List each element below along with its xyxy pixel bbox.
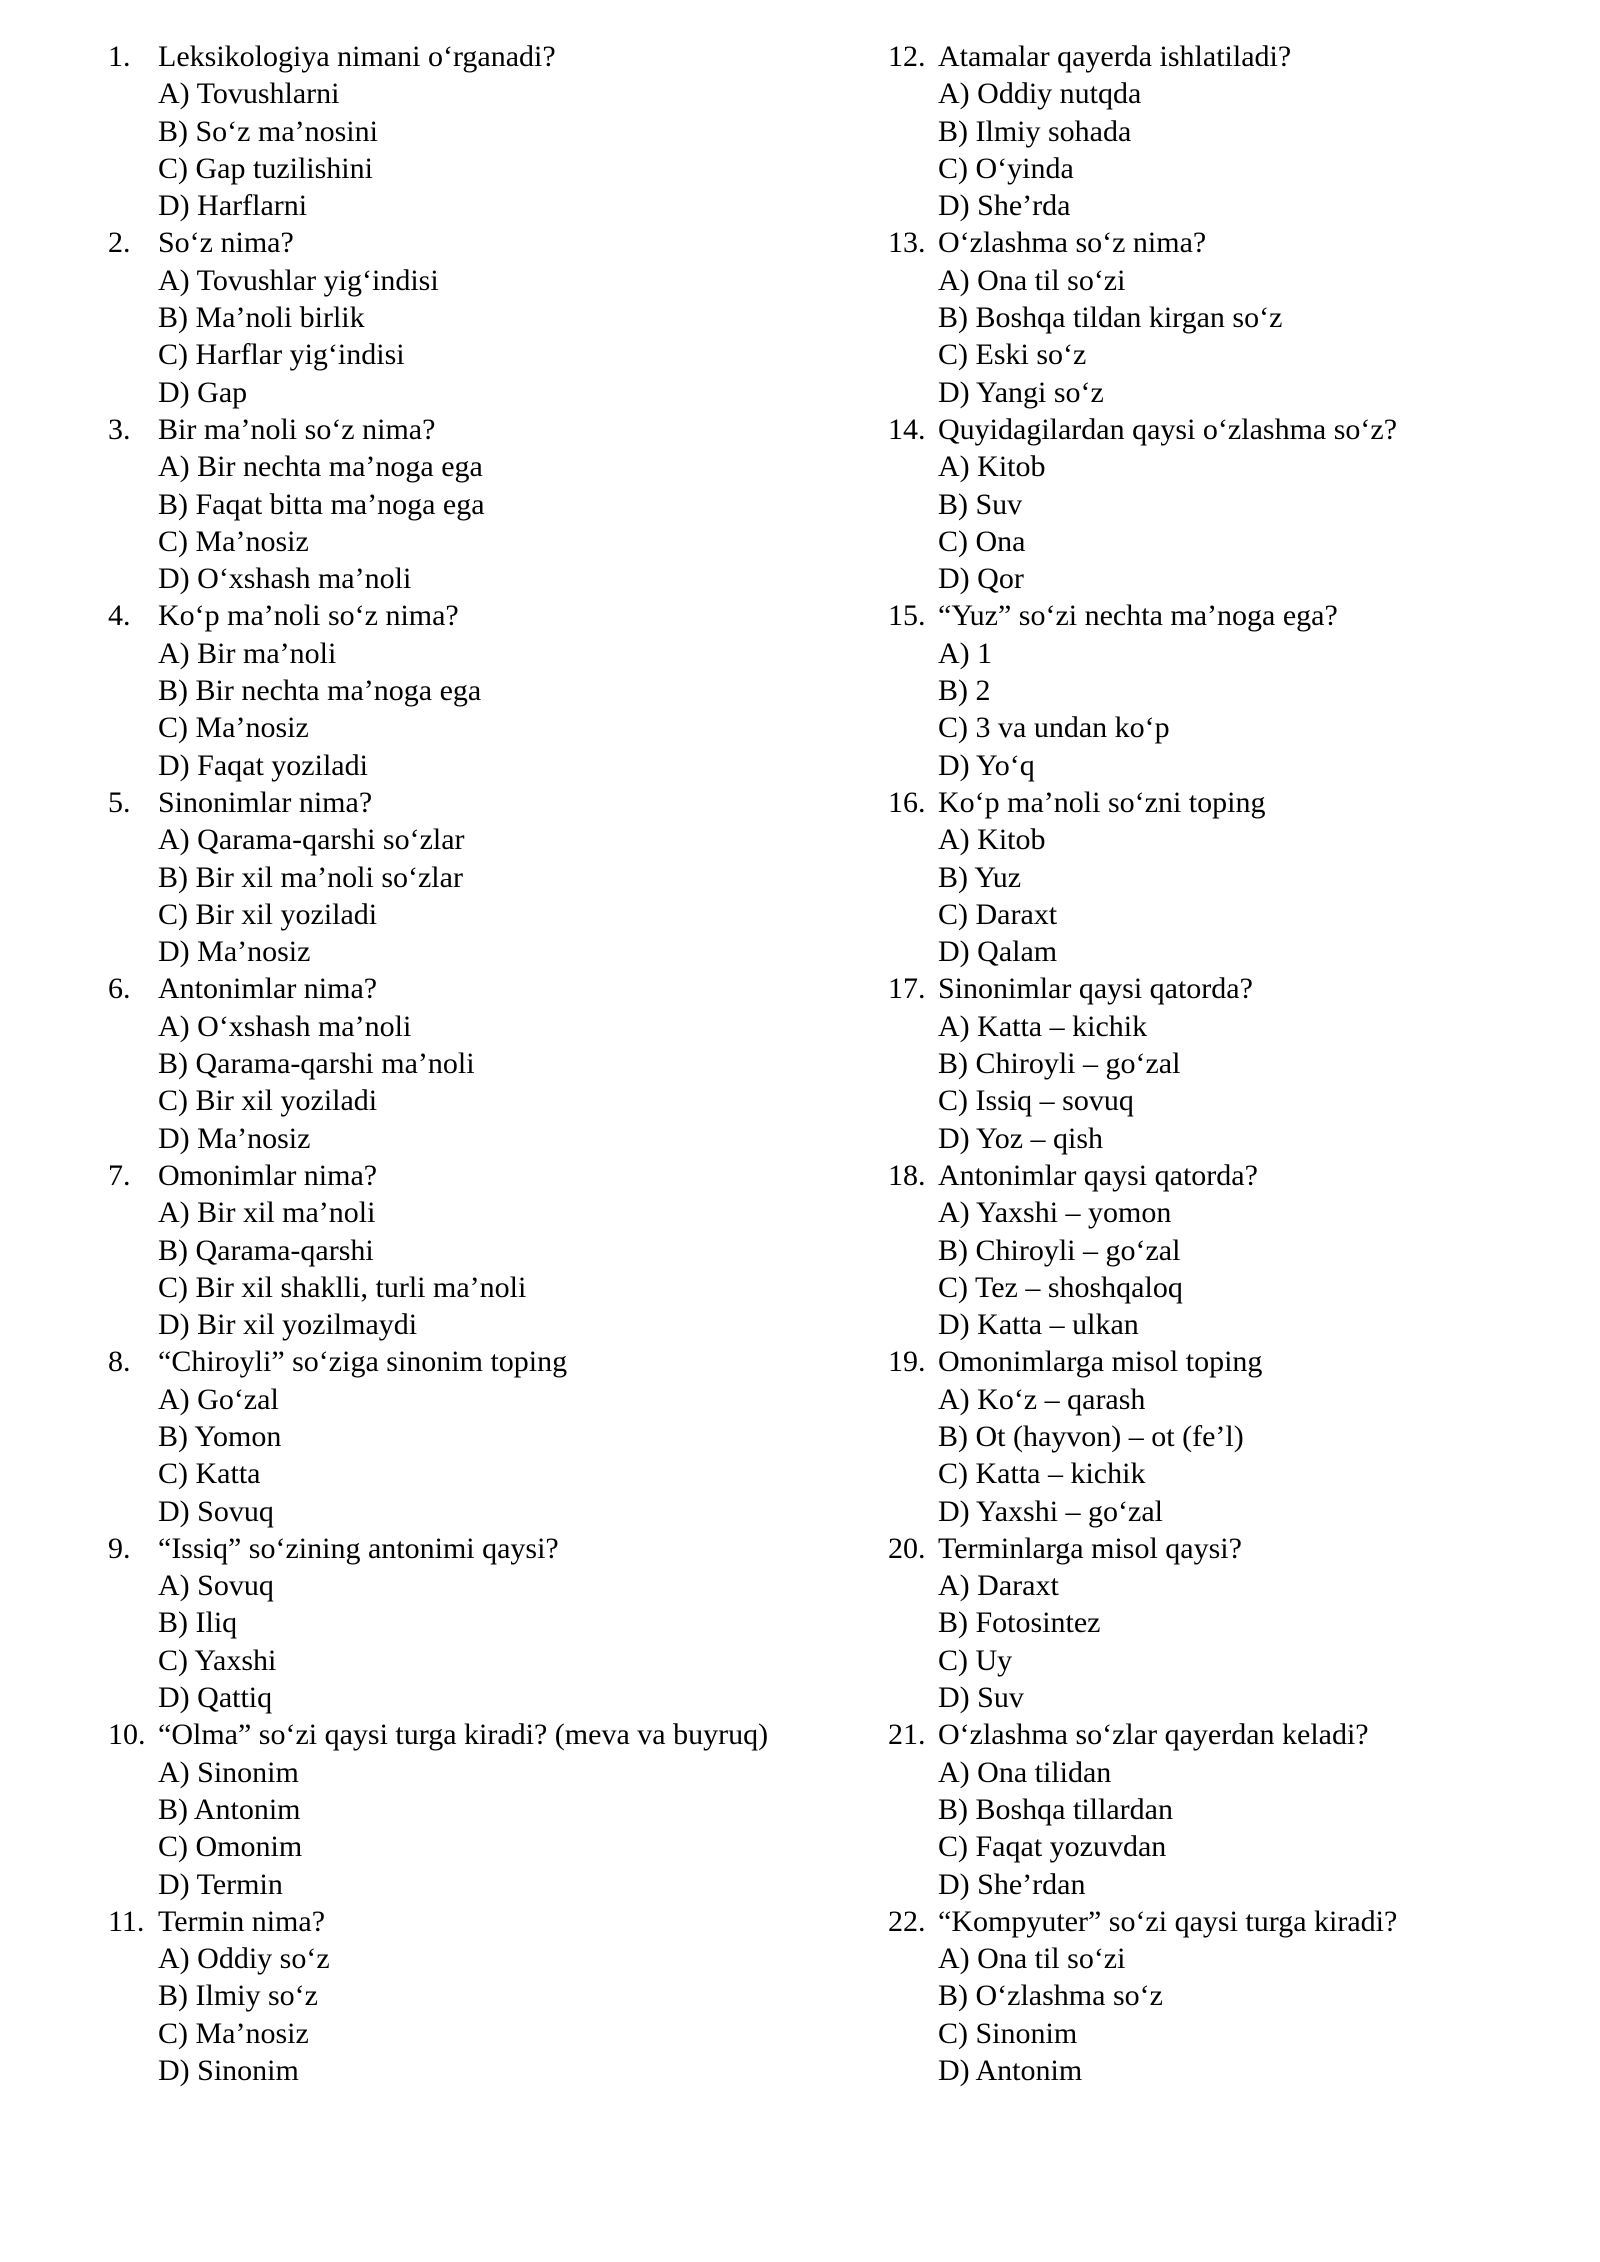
left-question-column	[108, 38, 828, 2089]
question-number: 5.	[108, 785, 131, 819]
answer-option: C) Harflar yig‘indisi	[158, 338, 405, 372]
answer-options	[888, 1754, 1588, 1903]
answer-option: B) Chiroyli – go‘zal	[938, 1047, 1181, 1081]
question-item	[888, 224, 1588, 410]
question-line	[888, 597, 1588, 634]
question-item	[108, 1716, 828, 1902]
answer-options	[108, 1008, 828, 1157]
question-item	[888, 1530, 1588, 1716]
answer-option: B) Yomon	[158, 1419, 282, 1453]
answer-option: C) Katta	[158, 1457, 261, 1491]
answer-option: D) Yo‘q	[938, 748, 1035, 782]
question-text: So‘z nima?	[158, 226, 294, 260]
answer-option: A) Tovushlarni	[158, 77, 340, 111]
question-text: “Yuz” so‘zi nechta ma’noga ega?	[938, 599, 1338, 633]
question-number: 9.	[108, 1531, 131, 1565]
question-line	[888, 1530, 1588, 1567]
answer-options	[108, 1567, 828, 1716]
question-text: Omonimlarga misol toping	[938, 1345, 1263, 1379]
question-number: 7.	[108, 1158, 131, 1192]
question-line	[108, 1530, 828, 1567]
question-text: Bir ma’noli so‘z nima?	[158, 412, 436, 446]
question-line	[888, 784, 1588, 821]
answer-option: C) 3 va undan ko‘p	[938, 711, 1170, 745]
question-item	[888, 1343, 1588, 1529]
answer-option: B) Qarama-qarshi ma’noli	[158, 1047, 475, 1081]
answer-option: D) Gap	[158, 375, 248, 409]
answer-option: D) Yoz – qish	[938, 1121, 1104, 1155]
answer-option: C) Ma’nosiz	[158, 711, 309, 745]
answer-option: A) Katta – kichik	[938, 1009, 1148, 1043]
question-item	[108, 1343, 828, 1529]
question-line	[108, 1157, 828, 1194]
answer-options	[108, 1940, 828, 2089]
answer-option: D) Harflarni	[158, 189, 308, 223]
question-line	[888, 970, 1588, 1007]
question-number: 14.	[888, 412, 926, 446]
question-number: 18.	[888, 1158, 926, 1192]
question-line	[888, 1716, 1588, 1753]
question-line	[108, 784, 828, 821]
answer-option: A) 1	[938, 636, 993, 670]
answer-option: B) Antonim	[158, 1792, 301, 1826]
question-item	[108, 1903, 828, 2089]
question-line	[888, 1343, 1588, 1380]
answer-options	[888, 1940, 1588, 2089]
answer-options	[888, 821, 1588, 970]
question-line	[108, 224, 828, 261]
answer-option: D) O‘xshash ma’noli	[158, 562, 412, 596]
answer-option: A) Ko‘z – qarash	[938, 1382, 1146, 1416]
answer-option: A) O‘xshash ma’noli	[158, 1009, 412, 1043]
answer-option: C) Eski so‘z	[938, 338, 1087, 372]
question-number: 6.	[108, 972, 131, 1006]
question-text: Terminlarga misol qaysi?	[938, 1531, 1242, 1565]
answer-options	[888, 262, 1588, 411]
question-item	[108, 784, 828, 970]
answer-option: C) Ona	[938, 524, 1026, 558]
question-text: O‘zlashma so‘zlar qayerdan keladi?	[938, 1718, 1369, 1752]
answer-option: B) Bir xil ma’noli so‘zlar	[158, 860, 463, 894]
answer-option: B) So‘z ma’nosini	[158, 114, 378, 148]
answer-option: A) Ona til so‘zi	[938, 1942, 1126, 1976]
answer-option: A) Kitob	[938, 450, 1046, 484]
question-text: Sinonimlar qaysi qatorda?	[938, 972, 1253, 1006]
answer-option: A) Sinonim	[158, 1755, 299, 1789]
answer-option: A) Tovushlar yig‘indisi	[158, 263, 439, 297]
question-text: “Chiroyli” so‘ziga sinonim toping	[158, 1345, 568, 1379]
answer-option: B) Qarama-qarshi	[158, 1233, 374, 1267]
answer-options	[888, 1567, 1588, 1716]
answer-option: C) Ma’nosiz	[158, 524, 309, 558]
answer-option: D) Termin	[158, 1867, 283, 1901]
question-line	[888, 224, 1588, 261]
answer-option: C) Bir xil shaklli, turli ma’noli	[158, 1270, 527, 1304]
question-line	[108, 411, 828, 448]
answer-options	[108, 635, 828, 784]
question-text: Quyidagilardan qaysi o‘zlashma so‘z?	[938, 412, 1398, 446]
answer-option: A) Kitob	[938, 823, 1046, 857]
answer-option: B) Boshqa tillardan	[938, 1792, 1173, 1826]
question-line	[108, 970, 828, 1007]
answer-option: B) Boshqa tildan kirgan so‘z	[938, 301, 1283, 335]
question-line	[888, 38, 1588, 75]
answer-option: B) Iliq	[158, 1606, 238, 1640]
question-number: 20.	[888, 1531, 926, 1565]
answer-option: C) Bir xil yoziladi	[158, 1084, 378, 1118]
answer-option: D) Faqat yoziladi	[158, 748, 368, 782]
question-number: 1.	[108, 40, 131, 73]
answer-option: A) Yaxshi – yomon	[938, 1196, 1172, 1230]
answer-option: B) Ot (hayvon) – ot (fe’l)	[938, 1419, 1244, 1453]
answer-option: D) Sovuq	[158, 1494, 274, 1528]
answer-option: A) Ona til so‘zi	[938, 263, 1126, 297]
answer-option: C) Katta – kichik	[938, 1457, 1146, 1491]
question-text: Termin nima?	[158, 1904, 326, 1938]
answer-options	[108, 75, 828, 224]
answer-options	[108, 1381, 828, 1530]
answer-option: B) Ma’noli birlik	[158, 301, 365, 335]
answer-option: C) Uy	[938, 1643, 1013, 1677]
answer-option: D) Ma’nosiz	[158, 935, 311, 969]
question-text: O‘zlashma so‘z nima?	[938, 226, 1207, 260]
answer-option: A) Daraxt	[938, 1569, 1059, 1603]
answer-options	[108, 262, 828, 411]
answer-option: B) Chiroyli – go‘zal	[938, 1233, 1181, 1267]
question-line	[888, 1903, 1588, 1940]
question-number: 19.	[888, 1345, 926, 1379]
answer-option: C) O‘yinda	[938, 151, 1074, 185]
question-number: 12.	[888, 40, 926, 73]
question-text: Antonimlar nima?	[158, 972, 378, 1006]
answer-option: D) Ma’nosiz	[158, 1121, 311, 1155]
answer-option: C) Tez – shoshqaloq	[938, 1270, 1183, 1304]
question-line	[108, 1716, 828, 1753]
answer-option: A) Ona tilidan	[938, 1755, 1112, 1789]
answer-option: A) Sovuq	[158, 1569, 274, 1603]
question-number: 11.	[108, 1904, 145, 1938]
question-number: 13.	[888, 226, 926, 260]
answer-option: C) Yaxshi	[158, 1643, 277, 1677]
answer-option: D) Bir xil yozilmaydi	[158, 1308, 418, 1342]
answer-option: B) Faqat bitta ma’noga ega	[158, 487, 485, 521]
question-item	[108, 411, 828, 597]
answer-option: B) Suv	[938, 487, 1023, 521]
question-text: Ko‘p ma’noli so‘zni toping	[938, 785, 1266, 819]
answer-options	[108, 1754, 828, 1903]
answer-option: C) Ma’nosiz	[158, 2016, 309, 2050]
question-item	[888, 784, 1588, 970]
question-text: Leksikologiya nimani o‘rganadi?	[158, 40, 556, 73]
answer-option: D) Yangi so‘z	[938, 375, 1104, 409]
answer-options	[888, 1381, 1588, 1530]
answer-option: C) Faqat yozuvdan	[938, 1830, 1167, 1864]
answer-option: D) Qattiq	[158, 1681, 273, 1715]
question-number: 8.	[108, 1345, 131, 1379]
answer-options	[888, 1008, 1588, 1157]
question-text: Omonimlar nima?	[158, 1158, 378, 1192]
question-line	[108, 1343, 828, 1380]
answer-option: B) Bir nechta ma’noga ega	[158, 674, 482, 708]
question-text: Ko‘p ma’noli so‘z nima?	[158, 599, 459, 633]
answer-option: D) Yaxshi – go‘zal	[938, 1494, 1163, 1528]
question-number: 4.	[108, 599, 131, 633]
question-item	[108, 38, 828, 224]
answer-option: A) Oddiy so‘z	[158, 1942, 330, 1976]
question-item	[888, 411, 1588, 597]
answer-option: C) Sinonim	[938, 2016, 1078, 2050]
question-item	[108, 970, 828, 1156]
answer-option: A) Qarama-qarshi so‘zlar	[158, 823, 465, 857]
answer-option: D) Qor	[938, 562, 1024, 596]
question-number: 15.	[888, 599, 926, 633]
question-line	[108, 38, 828, 75]
answer-options	[888, 448, 1588, 597]
answer-option: C) Bir xil yoziladi	[158, 897, 378, 931]
question-text: Atamalar qayerda ishlatiladi?	[938, 40, 1292, 73]
answer-option: B) 2	[938, 674, 991, 708]
question-number: 16.	[888, 785, 926, 819]
question-line	[108, 597, 828, 634]
question-item	[888, 597, 1588, 783]
question-line	[108, 1903, 828, 1940]
answer-options	[108, 1194, 828, 1343]
answer-option: D) Sinonim	[158, 2054, 299, 2088]
question-item	[108, 224, 828, 410]
question-text: “Olma” so‘zi qaysi turga kiradi? (meva va buyruq)	[158, 1718, 769, 1752]
question-item	[108, 597, 828, 783]
right-question-column	[888, 38, 1588, 2089]
question-number: 22.	[888, 1904, 926, 1938]
question-item	[888, 1716, 1588, 1902]
question-number: 3.	[108, 412, 131, 446]
answer-option: A) Bir nechta ma’noga ega	[158, 450, 483, 484]
question-item	[888, 1903, 1588, 2089]
answer-option: D) She’rda	[938, 189, 1071, 223]
answer-option: C) Issiq – sovuq	[938, 1084, 1134, 1118]
question-text: Sinonimlar nima?	[158, 785, 373, 819]
question-line	[888, 1157, 1588, 1194]
answer-options	[108, 821, 828, 970]
question-number: 17.	[888, 972, 926, 1006]
answer-option: A) Bir xil ma’noli	[158, 1196, 376, 1230]
answer-option: D) Katta – ulkan	[938, 1308, 1139, 1342]
answer-option: C) Gap tuzilishini	[158, 151, 373, 185]
answer-option: B) Ilmiy sohada	[938, 114, 1132, 148]
answer-option: D) Antonim	[938, 2054, 1083, 2088]
question-text: “Issiq” so‘zining antonimi qaysi?	[158, 1531, 559, 1565]
answer-option: B) Yuz	[938, 860, 1022, 894]
question-text: Antonimlar qaysi qatorda?	[938, 1158, 1258, 1192]
question-line	[888, 411, 1588, 448]
question-item	[108, 1530, 828, 1716]
answer-option: A) Oddiy nutqda	[938, 77, 1142, 111]
question-item	[108, 1157, 828, 1343]
question-item	[888, 1157, 1588, 1343]
answer-option: D) She’rdan	[938, 1867, 1086, 1901]
answer-option: B) Ilmiy so‘z	[158, 1979, 318, 2013]
question-number: 21.	[888, 1718, 926, 1752]
question-item	[888, 38, 1588, 224]
answer-option: B) Fotosintez	[938, 1606, 1101, 1640]
answer-options	[888, 1194, 1588, 1343]
question-number: 2.	[108, 226, 131, 260]
answer-options	[108, 448, 828, 597]
answer-options	[888, 75, 1588, 224]
answer-option: B) O‘zlashma so‘z	[938, 1979, 1163, 2013]
answer-option: A) Bir ma’noli	[158, 636, 337, 670]
question-item	[888, 970, 1588, 1156]
answer-option: A) Go‘zal	[158, 1382, 279, 1416]
answer-option: C) Daraxt	[938, 897, 1058, 931]
answer-option: D) Suv	[938, 1681, 1024, 1715]
answer-options	[888, 635, 1588, 784]
question-number: 10.	[108, 1718, 146, 1752]
answer-option: D) Qalam	[938, 935, 1058, 969]
answer-option: C) Omonim	[158, 1830, 303, 1864]
question-text: “Kompyuter” so‘zi qaysi turga kiradi?	[938, 1904, 1398, 1938]
